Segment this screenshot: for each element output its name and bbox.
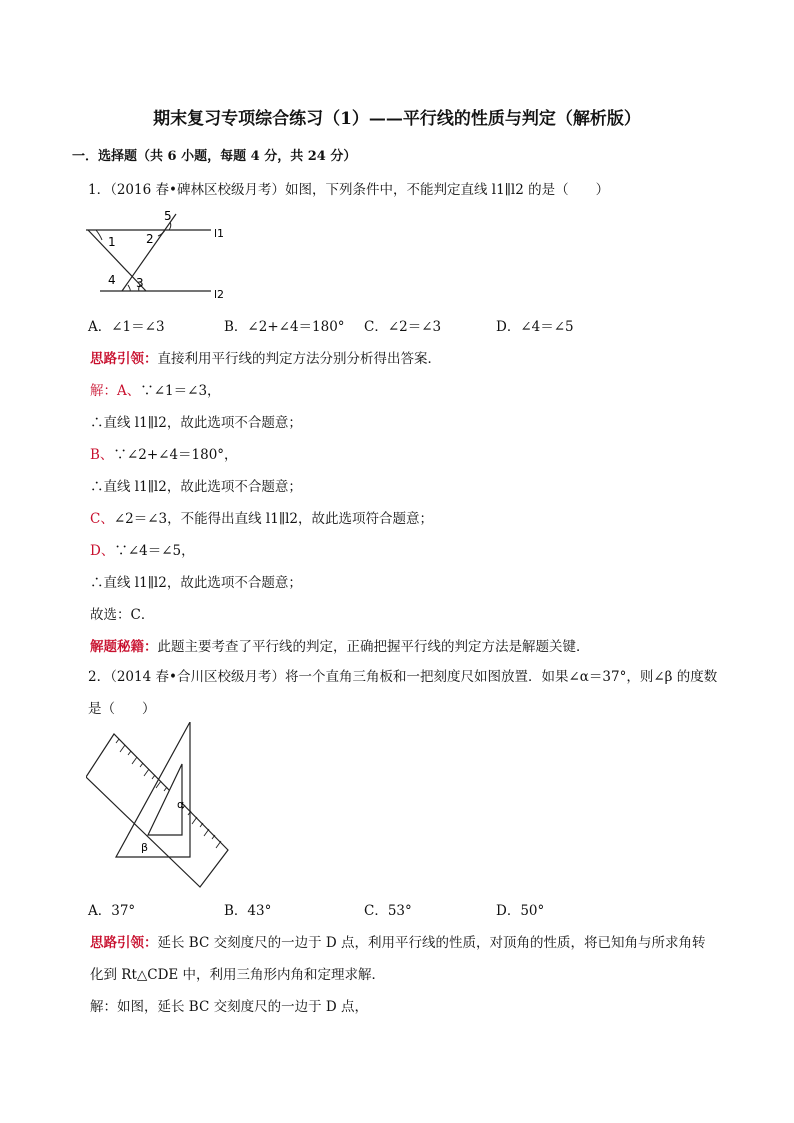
angle-label-4: 4 bbox=[108, 273, 116, 287]
angle-label-5: 5 bbox=[164, 209, 172, 223]
hint-text: 直接利用平行线的判定方法分别分析得出答案． bbox=[157, 351, 441, 367]
question-text: 如图，下列条件中，不能判定直线 l1∥l2 的是（ ） bbox=[284, 182, 610, 198]
solution-line-6: D、∵∠4＝∠5， bbox=[90, 543, 195, 559]
figure-ruler-triangle bbox=[86, 722, 236, 894]
secret-text: 此题主要考查了平行线的判定，正确把握平行线的判定方法是解题关键． bbox=[157, 639, 590, 655]
angle-label-2: 2 bbox=[146, 232, 154, 246]
option-d: D．50° bbox=[496, 903, 545, 919]
option-c: C．53° bbox=[364, 903, 412, 919]
q2-solution-line-1: 解：如图，延长 BC 交刻度尺的一边于 D 点， bbox=[90, 999, 368, 1015]
question-2 bbox=[88, 665, 717, 685]
solution-line-2: ∴直线 l1∥l2，故此选项不合题意； bbox=[90, 415, 302, 431]
hint-text: 延长 BC 交刻度尺的一边于 D 点，利用平行线的性质，对顶角的性质，将已知角与所求角转 bbox=[157, 935, 706, 951]
question-text: 将一个直角三角板和一把刻度尺如图放置．如果∠α＝37°，则∠β 的度数 bbox=[284, 669, 718, 685]
question-number: 2． bbox=[88, 669, 111, 685]
solution-line-3: B、∵∠2+∠4＝180°， bbox=[90, 447, 238, 463]
angle-label-beta: β bbox=[141, 841, 149, 854]
question-source: （2016 春•碑林区校级月考） bbox=[110, 182, 285, 198]
question-source: （2014 春•合川区校级月考） bbox=[110, 669, 285, 685]
option-b: B．43° bbox=[224, 903, 272, 919]
solution-line-7: ∴直线 l1∥l2，故此选项不合题意； bbox=[90, 575, 302, 591]
solution-line-4: ∴直线 l1∥l2，故此选项不合题意； bbox=[90, 479, 302, 495]
option-a: A．∠1＝∠3 bbox=[88, 319, 165, 335]
option-b: B．∠2+∠4＝180° bbox=[224, 319, 345, 335]
q2-hint-continued: 化到 Rt△CDE 中，利用三角形内角和定理求解． bbox=[90, 967, 386, 983]
solution-line-8: 故选：C． bbox=[90, 607, 155, 623]
question-2-continued: 是（ ） bbox=[88, 701, 156, 717]
q2-hint bbox=[90, 931, 706, 951]
option-d: D．∠4＝∠5 bbox=[496, 319, 574, 335]
hint-label: 思路引领： bbox=[90, 935, 158, 951]
figure-parallel-lines bbox=[86, 204, 236, 304]
q1-secret bbox=[90, 635, 590, 655]
q1-hint bbox=[90, 347, 441, 367]
question-number: 1． bbox=[88, 182, 111, 198]
question-1 bbox=[88, 178, 609, 198]
secret-label: 解题秘籍： bbox=[90, 639, 158, 655]
option-c: C．∠2＝∠3 bbox=[364, 319, 442, 335]
page-title: 期末复习专项综合练习（1）——平行线的性质与判定（解析版） bbox=[153, 109, 641, 129]
angle-label-3: 3 bbox=[136, 276, 144, 290]
solution-line-5: C、∠2＝∠3，不能得出直线 l1∥l2，故此选项符合题意； bbox=[90, 511, 433, 527]
angle-label-1: 1 bbox=[108, 235, 116, 249]
solution-line-1: 解：A、∵∠1＝∠3， bbox=[90, 383, 221, 399]
hint-label: 思路引领： bbox=[90, 351, 158, 367]
option-a: A．37° bbox=[88, 903, 136, 919]
section-heading: 一．选择题（共 6 小题，每题 4 分，共 24 分） bbox=[72, 149, 357, 164]
line-label-l1: l1 bbox=[214, 227, 225, 240]
angle-label-alpha: α bbox=[177, 798, 185, 811]
line-label-l2: l2 bbox=[214, 288, 225, 301]
